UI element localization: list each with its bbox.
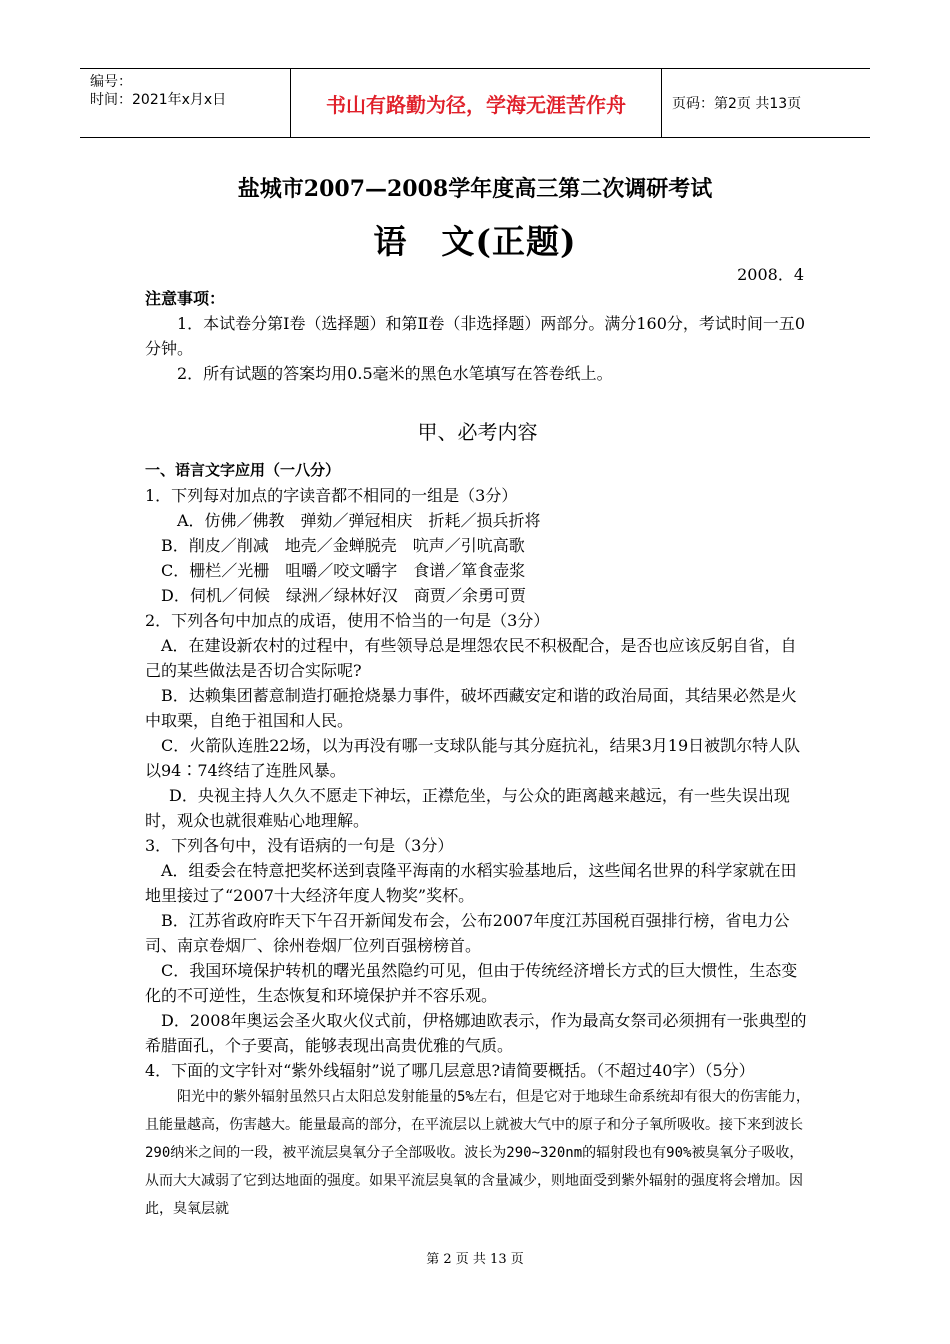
section-title: 甲、必考内容	[417, 420, 538, 444]
q3-option-c: C．我国环境保护转机的曙光虽然隐约可见，但由于传统经济增长方式的巨大惯性，生态变化的不可逆性，生态恢复和环境保护并不容乐观。	[145, 961, 798, 1005]
q1-option-b: B．削皮／削减 地壳／金蝉脱壳 吭声／引吭高歌	[161, 536, 525, 555]
q4-passage: 阳光中的紫外辐射虽然只占太阳总发射能量的5%左右，但是它对于地球生命系统却有很大的伤害能力，且能量越高，伤害越大。能量最高的部分，在平流层以上就被大气中的原子和分子氧所吸收。接下来到波长290纳米之间的一段，被平流层臭氧分子全部吸收。波长为290~320nm的辐射段也有90%被臭氧分子吸收，从而大大减弱了它到达地面的强度。如果平流层臭氧的含量减少，则地面受到紫外辐射的强度将会增加。因此，臭氧层就	[145, 1089, 810, 1217]
exam-date: 2008．4	[737, 265, 804, 284]
notice-item: 1．本试卷分第Ⅰ卷（选择题）和第Ⅱ卷（非选择题）两部分。满分160分，考试时间一五0分钟。	[145, 314, 806, 358]
header-page-info: 页码：第2页 共13页	[672, 96, 802, 112]
notice-heading: 注意事项：	[145, 289, 226, 308]
exam-title: 盐城市2007—2008学年度高三第二次调研考试	[237, 176, 713, 202]
number-label: 编号：	[90, 74, 132, 90]
part-title: 一、语言文字应用（一八分）	[145, 461, 341, 479]
q2-option-d: D．央视主持人久久不愿走下神坛，正襟危坐，与公众的距离越来越远，有一些失误出现时，观众也就很难贴心地理解。	[145, 786, 790, 830]
q1-option-a: A．仿佛／佛教 弹劾／弹冠相庆 折耗／损兵折将	[177, 511, 541, 530]
header-motto: 书山有路勤为径，学海无涯苦作舟	[291, 69, 662, 137]
q3-option-b: B．江苏省政府昨天下午召开新闻发布会，公布2007年度江苏国税百强排行榜，省电力公司、南京卷烟厂、徐州卷烟厂位列百强榜榜首。	[145, 911, 790, 955]
q2-option-b: B．达赖集团蓄意制造打砸抢烧暴力事件，破坏西藏安定和谐的政治局面，其结果必然是火中取栗，自绝于祖国和人民。	[145, 686, 797, 730]
q1-option-d: D．伺机／伺候 绿洲／绿林好汉 商贾／余勇可贾	[161, 586, 526, 605]
page-footer: 第 2 页 共 13 页	[426, 1252, 524, 1267]
q1-stem: 1．下列每对加点的字读音都不相同的一组是（3分）	[145, 486, 518, 505]
notice-block	[145, 286, 810, 386]
header-meta	[80, 69, 291, 137]
questions	[145, 458, 810, 1223]
time-label: 时间：2021年x月x日	[90, 92, 227, 108]
q2-option-c: C．火箭队连胜22场，以为再没有哪一支球队能与其分庭抗礼，结果3月19日被凯尔特人队以94∶74终结了连胜风暴。	[145, 736, 801, 780]
q3-stem: 3．下列各句中，没有语病的一句是（3分）	[145, 836, 454, 855]
q2-stem: 2．下列各句中加点的成语，使用不恰当的一句是（3分）	[145, 611, 550, 630]
notice-item: 2．所有试题的答案均用0.5毫米的黑色水笔填写在答卷纸上。	[177, 364, 613, 383]
q3-option-d: D．2008年奥运会圣火取火仪式前，伊格娜迪欧表示，作为最高女祭司必须拥有一张典型的希腊面孔，个子要高，能够表现出高贵优雅的气质。	[145, 1011, 807, 1055]
q1-option-c: C．栅栏／光栅 咀嚼／咬文嚼字 食谱／箪食壶浆	[161, 561, 526, 580]
q3-option-a: A．组委会在特意把奖杯送到袁隆平海南的水稻实验基地后，这些闻名世界的科学家就在田地里接过了“2007十大经济年度人物奖”奖杯。	[145, 861, 797, 905]
subject-title: 语 文(正题)	[373, 222, 577, 261]
q4-stem: 4．下面的文字针对“紫外线辐射”说了哪几层意思?请简要概括。（不超过40字）（5分）	[145, 1061, 755, 1080]
page-header	[80, 68, 870, 138]
q2-option-a: A．在建设新农村的过程中，有些领导总是埋怨农民不积极配合，是否也应该反躬自省，自己的某些做法是否切合实际呢?	[145, 636, 797, 680]
